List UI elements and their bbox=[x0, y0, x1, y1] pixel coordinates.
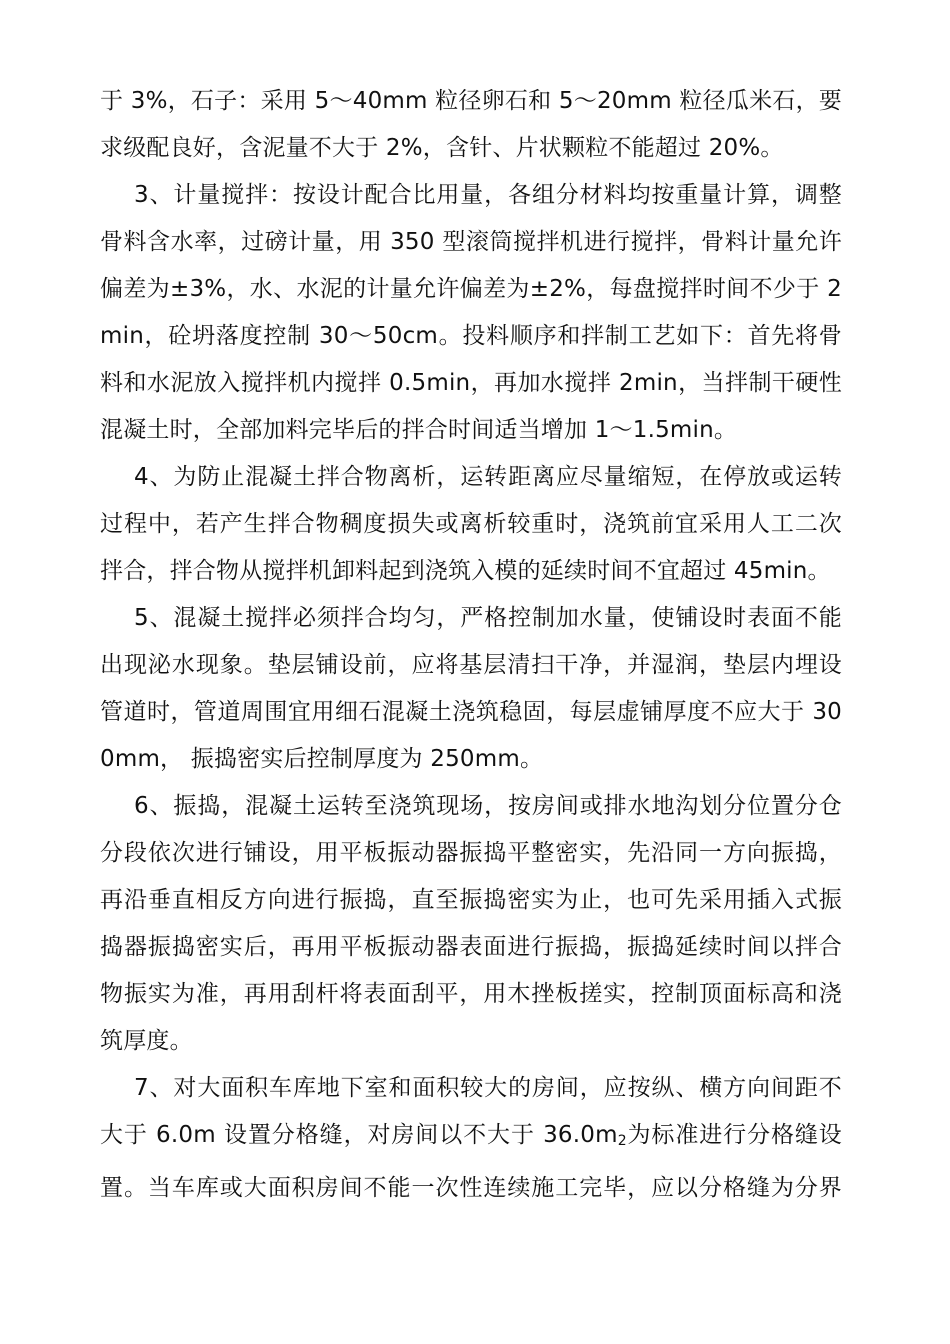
paragraph-step-3: 3、计量搅拌：按设计配合比用量，各组分材料均按重量计算，调整骨料含水率，过磅计量，用 350 型滚筒搅拌机进行搅拌，骨料计量允许偏差为±3%，水、水泥的计量允许偏差为±2%，每盘搅拌时间不少于 2min，砼坍落度控制 30～50cm。投料顺序和拌制工艺如下：首先将骨料和水泥放入搅拌机内搅拌 0.5min，再加水搅拌 2min，当拌制干硬性混凝土时，全部加料完毕后的拌合时间适当增加 1～1.5min。 bbox=[100, 182, 842, 443]
paragraph-step-7 bbox=[100, 1065, 842, 1212]
paragraph-step-7-text-after: 为标准进行分格缝设置。当车库或大面积房间不能一次性连续施工完毕，应以分格缝为分界 bbox=[100, 1122, 842, 1201]
document-page bbox=[100, 78, 842, 1212]
subscript-2: 2 bbox=[617, 1133, 627, 1149]
paragraph-step-4: 4、为防止混凝土拌合物离析，运转距离应尽量缩短，在停放或运转过程中，若产生拌合物稠度损失或离析较重时，浇筑前宜采用人工二次拌合，拌合物从搅拌机卸料起到浇筑入模的延续时间不宜超过 45min。 bbox=[100, 464, 842, 584]
paragraph-continuation: 于 3%，石子：采用 5～40mm 粒径卵石和 5～20mm 粒径瓜米石，要求级配良好，含泥量不大于 2%，含针、片状颗粒不能超过 20%。 bbox=[100, 88, 842, 161]
paragraph-step-7-text-before: 7、对大面积车库地下室和面积较大的房间，应按纵、横方向间距不大于 6.0m 设置分格缝，对房间以不大于 36.0m bbox=[100, 1075, 842, 1148]
paragraph-step-6: 6、振捣，混凝土运转至浇筑现场，按房间或排水地沟划分位置分仓分段依次进行铺设，用平板振动器振捣平整密实，先沿同一方向振捣，再沿垂直相反方向进行振捣，直至振捣密实为止，也可先采用插入式振捣器振捣密实后，再用平板振动器表面进行振捣，振捣延续时间以拌合物振实为准，再用刮杆将表面刮平，用木挫板搓实，控制顶面标高和浇筑厚度。 bbox=[100, 793, 842, 1054]
paragraph-step-5: 5、混凝土搅拌必须拌合均匀，严格控制加水量，使铺设时表面不能出现泌水现象。垫层铺设前，应将基层清扫干净，并湿润，垫层内埋设管道时，管道周围宜用细石混凝土浇筑稳固，每层虚铺厚度不应大于 300mm， 振捣密实后控制厚度为 250mm。 bbox=[100, 605, 842, 772]
